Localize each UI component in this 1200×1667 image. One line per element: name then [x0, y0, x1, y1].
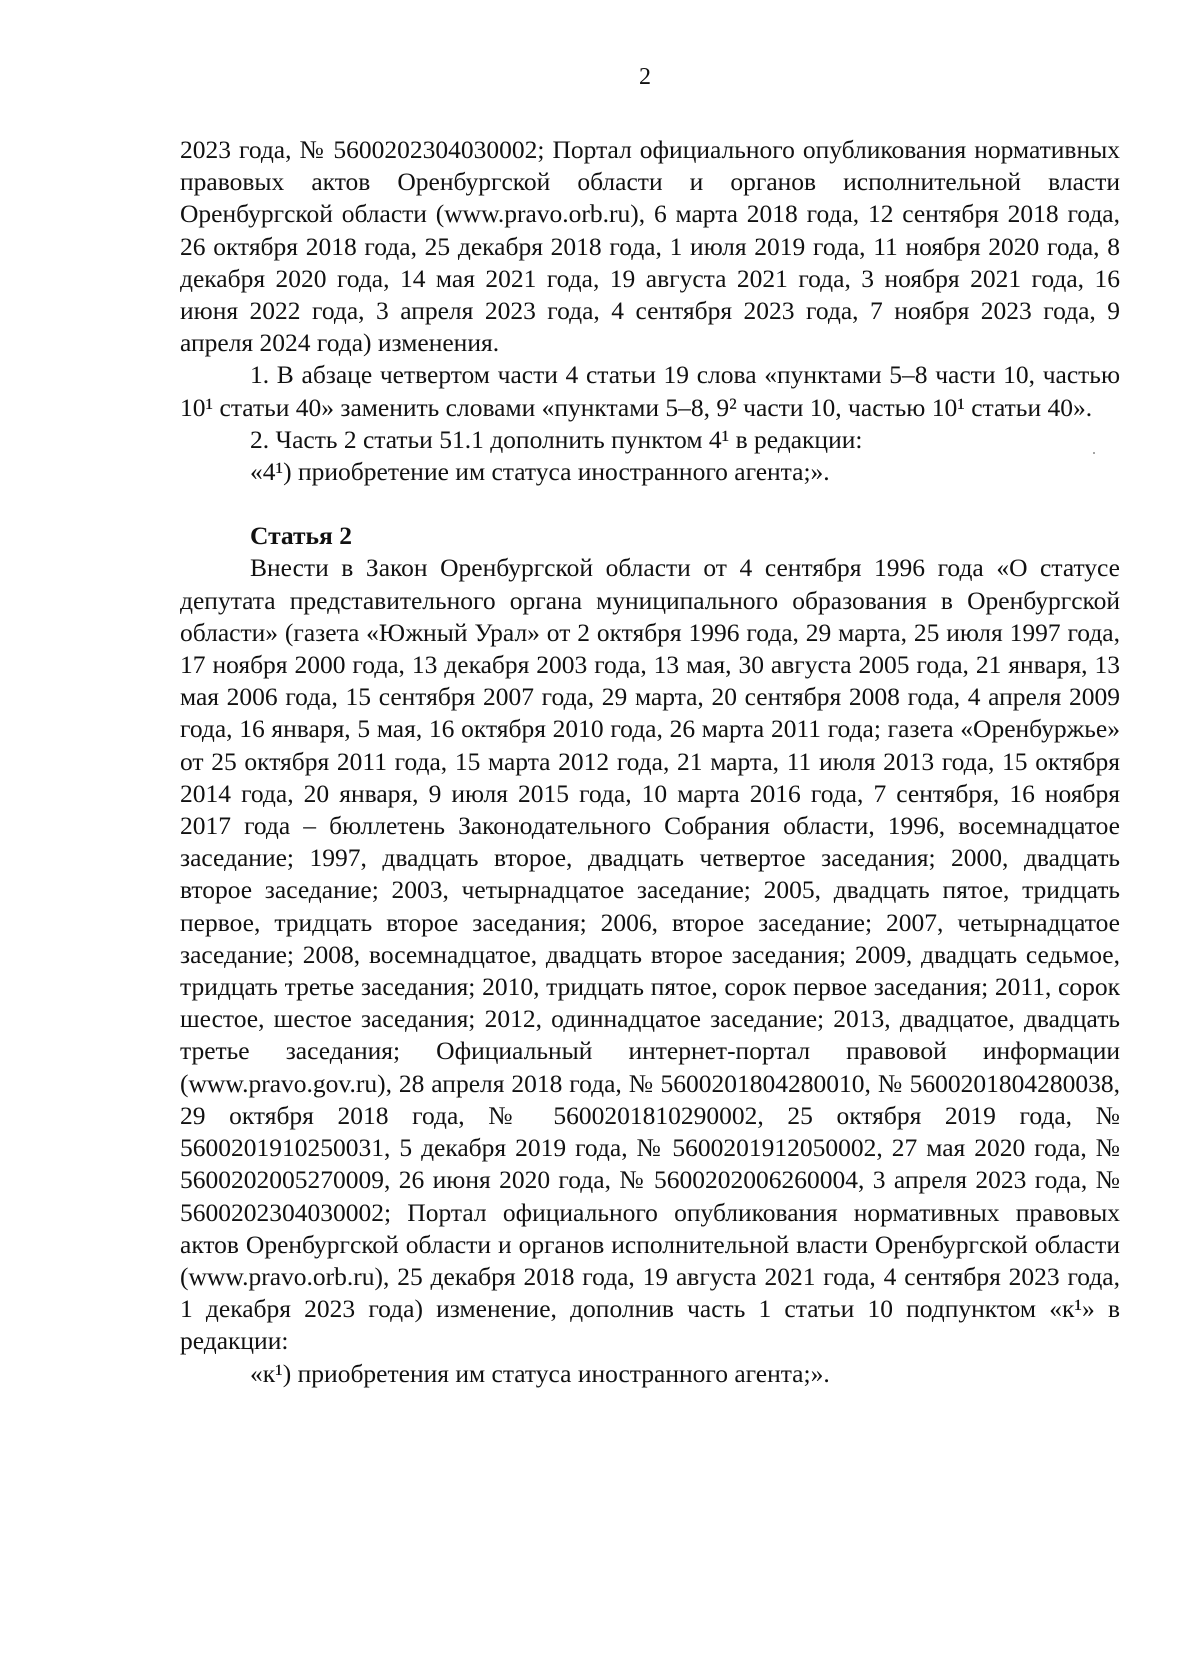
document-body [180, 134, 1120, 1390]
article-2-heading: Статья 2 [250, 521, 352, 551]
paragraph-continuation: 2023 года, № 5600202304030002; Портал официального опубликования нормативных правовых актов Оренбургской области и органов исполнительной власти Оренбургской области (www.pravo.orb.ru), 6 марта 2018 года, 12 сентября 2018 года, 26 октября 2018 года, 25 декабря 2018 года, 1 июля 2019 года, 11 ноября 2020 года, 8 декабря 2020 года, 14 мая 2021 года, 19 августа 2021 года, 3 ноября 2021 года, 16 июня 2022 года, 3 апреля 2023 года, 4 сентября 2023 года, 7 ноября 2023 года, 9 апреля 2024 года) изменения. [180, 135, 1120, 358]
paragraph-item-2: 2. Часть 2 статьи 51.1 дополнить пунктом 4¹ в редакции: [250, 424, 863, 454]
paragraph-quote-k-1: «к¹) приобретения им статуса иностранного агента;». [250, 1358, 830, 1388]
paragraph-item-1: 1. В абзаце четвертом части 4 статьи 19 слова «пунктами 5–8 части 10, частью 10¹ статьи 40» заменить словами «пунктами 5–8, 9² части 10, частью 10¹ статьи 40». [180, 360, 1120, 422]
paragraph-quote-4-1: «4¹) приобретение им статуса иностранного агента;». [250, 457, 830, 487]
page-number: 2 [639, 64, 651, 90]
article-2-body: Внести в Закон Оренбургской области от 4 сентября 1996 года «О статусе депутата представительного органа муниципального образования в Оренбургской области» (газета «Южный Урал» от 2 октября 1996 года, 29 марта, 25 июля 1997 года, 17 ноября 2000 года, 13 декабря 2003 года, 13 мая, 30 августа 2005 года, 21 января, 13 мая 2006 года, 15 сентября 2007 года, 29 марта, 20 сентября 2008 года, 4 апреля 2009 года, 16 января, 5 мая, 16 октября 2010 года, 26 марта 2011 года; газета «Оренбуржье» от 25 октября 2011 года, 15 марта 2012 года, 21 марта, 11 июля 2013 года, 15 октября 2014 года, 20 января, 9 июля 2015 года, 10 марта 2016 года, 7 сентября, 16 ноября 2017 года – бюллетень Законодательного Собрания области, 1996, восемнадцатое заседание; 1997, двадцать второе, двадцать четвертое заседания; 2000, двадцать второе заседание; 2003, четырнадцатое заседание; 2005, двадцать пятое, тридцать первое, тридцать второе заседания; 2006, второе заседание; 2007, четырнадцатое заседание; 2008, восемнадцатое, двадцать второе заседания; 2009, двадцать седьмое, тридцать третье заседания; 2010, тридцать пятое, сорок первое заседания; 2011, сорок шестое, шестое заседания; 2012, одиннадцатое заседание; 2013, двадцатое, двадцать третье заседания; Официальный интернет-портал правовой информации (www.pravo.gov.ru), 28 апреля 2018 года, № 5600201804280010, № 5600201804280038, 29 октября 2018 года, № 5600201810290002, 25 октября 2019 года, № 5600201910250031, 5 декабря 2019 года, № 5600201912050002, 27 мая 2020 года, № 5600202005270009, 26 июня 2020 года, № 5600202006260004, 3 апреля 2023 года, № 5600202304030002; Портал официального опубликования нормативных правовых актов Оренбургской области и органов исполнительной власти Оренбургской области (www.pravo.orb.ru), 25 декабря 2018 года, 19 августа 2021 года, 4 сентября 2023 года, 1 декабря 2023 года) изменение, дополнив часть 1 статьи 10 подпунктом «к¹» в редакции: [180, 553, 1120, 1356]
scan-speck [1093, 452, 1095, 454]
